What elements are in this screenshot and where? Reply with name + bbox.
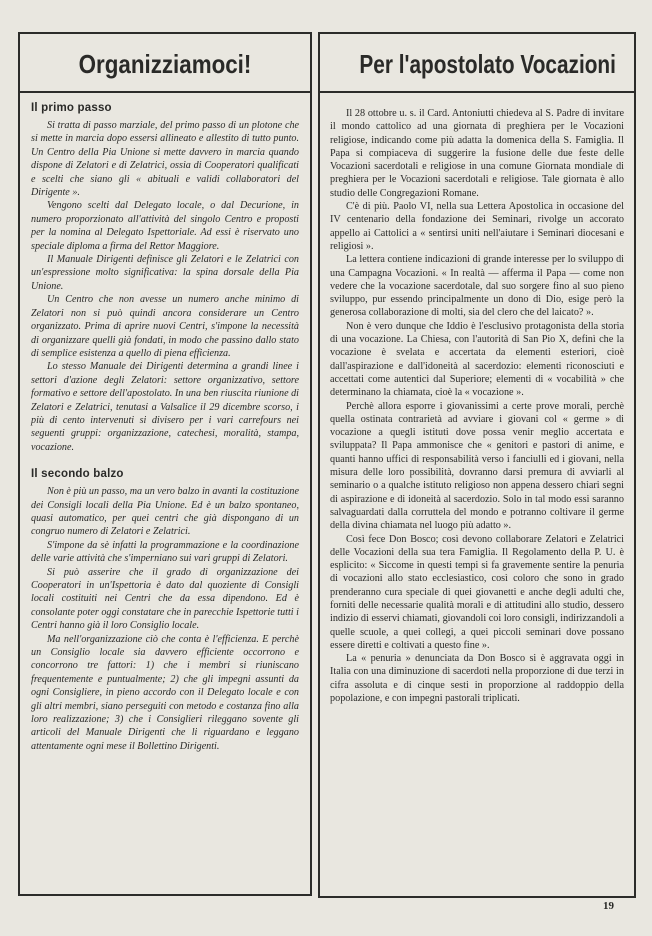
paragraph: S'impone da sè infatti la programmazione e la coordinazione delle varie attività che s'imperniano sui vari gruppi di Zelatori. (31, 539, 299, 565)
title-divider (20, 91, 310, 93)
section-secondo-balzo-body (31, 485, 299, 753)
paragraph: Così fece Don Bosco; così devono collaborare Zelatori e Zelatrici delle Vocazioni della sua tera Famiglia. Il Regolamento della P. U. è esplicito: « Siccome in questi tempi si fa gravemente sentire la penuria di vocazioni allo stato ecclesiastico, così coloro che sono in grado prenderanno cura speciale di quei giovanetti e anche degli adulti che, forniti delle necessarie qualità morali e di attitudini allo studio, dessero indizio di esservi chiamati, giovandoli coi loro consigli, indirizzandoli a quelle scuole, a quei collegi, a quei piccoli seminari dove possano essere diretti e coltivati a questo fine ». (330, 533, 624, 651)
paragraph: Non è più un passo, ma un vero balzo in avanti la costituzione dei Consigli locali della Pia Unione. Ed è un balzo spontaneo, quasi automatico, per quei centri che già dispongano di un congruo numero di Zelatori e Zelatrici. (31, 486, 299, 538)
right-article (318, 32, 636, 898)
section-heading-primo-passo: Il primo passo (31, 102, 112, 114)
paragraph: Si può asserire che il grado di organizzazione dei Cooperatori in un'Ispettoria è dato dal quoziente di Consigli locali costituiti nei Centri che da essa dipendono. Ed è consolante poter oggi constatare che in parecchie Ispettorie tutti i Centri hanno già il loro Consiglio locale. (31, 566, 299, 632)
paragraph: Ma nell'organizzazione ciò che conta è l'efficienza. E perchè un Consiglio locale sia davvero efficiente occorrono e concorrono tre fattori: 1) che i membri si riuniscano frequentemente e puntualmente; 2) che gli impegni assunti da ogni Consigliere, in pieno accordo con il Delegato locale e con gli altri membri, siano perseguiti con metodo e costanza fino alla loro realizzazione; 3) che i Consiglieri rileggano sovente gli articoli del Manuale Dirigenti che li riguardano e leggano attentamente ogni mese il Bollettino Dirigenti. (31, 633, 299, 752)
title-divider (320, 91, 634, 93)
paragraph: La « penuria » denunciata da Don Bosco si è aggravata oggi in Italia con una diminuzione di sacerdoti nella proporzione di due terzi in cifra assoluta e di cinque sesti in proporzione al raddoppio della popolazione, e con impegni pastorali triplicati. (330, 653, 624, 705)
right-article-title: Per l'apostolato Vocazioni (359, 49, 616, 79)
left-article-title: Organizziamoci! (78, 49, 252, 79)
paragraph: La lettera contiene indicazioni di grande interesse per lo sviluppo di una Campagna Vocazioni. « In realtà — afferma il Papa — come non vedere che la vocazione sacerdotale, dal suo sorgere fino al suo pieno sviluppo, pur essendo principalmente un dono di Dio, esige però la generosa collaborazione di molti, sia del clero che del laicato? ». (330, 254, 624, 319)
paragraph: C'è di più. Paolo VI, nella sua Lettera Apostolica in occasione del IV centenario della fondazione dei Seminari, rivolge un accorato appello ai Cattolici a « sentirsi uniti nell'aiutare i Seminari diocesani e religiosi ». (330, 201, 624, 252)
paragraph: Perchè allora esporre i giovanissimi a certe prove morali, perchè quella ostinata contrarietà ad avviare i giovani col « germe » di vocazione a quegli istituti dove possa venir meglio accertata e sviluppata? Il Papa ammonisce che « genitori e pastori di anime, e quanti hanno uffici di responsabilità verso i fanciulli ed i giovani, nella misura delle loro possibilità, dovranno darsi premura di avviarli al seminario o a qualche istituto religioso non appena dessero chiari segni di aspirazione e di idoneità al sacerdozio. Solo in tal modo essi saranno salvaguardati dalla corruttela del mondo e potranno coltivare il germe della divina chiamata nel luogo più adatto ». (330, 400, 624, 532)
paragraph: Si tratta di passo marziale, del primo passo di un plotone che si mette in marcia dopo essersi allineato e allestito di tutto punto. Un Centro della Pia Unione si mette davvero in marcia quando dispone di Zelatori e di Zelatrici, ossia di Cooperatori qualificati e scelti che siano gli « abituali e validi collaboratori del Dirigente ». (31, 120, 299, 199)
paragraph: Il Manuale Dirigenti definisce gli Zelatori e le Zelatrici con un'espressione molto significativa: la spina dorsale della Pia Unione. (31, 254, 299, 292)
paragraph: Il 28 ottobre u. s. il Card. Antoniutti chiedeva al S. Padre di invitare il mondo cattolico ad una giornata di preghiera per le Vocazioni religiose, indicando come più adatta la domenica della S. Famiglia. Il Papa si compiaceva di suggerire la fusione delle due feste delle Vocazioni sacerdotali e religiose in una comune Giornata mondiale di preghiera per le Vocazioni sacerdotali e religiose. Tale giornata è allo studio delle Congregazioni Romane. (330, 108, 624, 199)
section-primo-passo-body (31, 119, 299, 454)
paragraph: Vengono scelti dal Delegato locale, o dal Decurione, in numero proporzionato all'attività del singolo Centro e proposti per la nomina al Delegato Ispettoriale. Ad essi è riservato uno speciale diploma a firma del Rettor Maggiore. (31, 200, 299, 252)
paragraph: Lo stesso Manuale dei Dirigenti determina a grandi linee i settori d'azione degli Zelatori: settore organizzativo, settore formativo e settore dell'apostolato. In una ben riuscita riunione di Zelatori e Zelatrici, tenutasi a Valsalice il 29 dicembre scorso, i più di cento intervenuti si divisero per i vari carrefours nei seguenti gruppi: organizzazione, catechesi, moralità, stampa, vocazione. (31, 361, 299, 453)
section-heading-secondo-balzo: Il secondo balzo (31, 468, 124, 481)
left-article (18, 32, 312, 896)
right-article-body (330, 107, 624, 705)
paragraph: Non è vero dunque che Iddio è l'esclusivo protagonista della storia di una vocazione. La Chiesa, con l'autorità di San Pio X, definì che la vocazione è svelata e accertata da elementi esteriori, cioè dall'aspirazione e dall'idoneità al sacerdozio: elementi riconosciuti e accettati come autentici dal Superiore; elementi di « vocabilità » che determinano la chiamata, cioè la « vocazione ». (330, 320, 624, 399)
page-number: 19 (603, 900, 614, 912)
paragraph: Un Centro che non avesse un numero anche minimo di Zelatori non si può quindi ancora considerare un Centro organizzato. Prima di aprire nuovi Centri, s'impone la necessità di organizzare quelli già fondati, in modo che passino dallo stato di semplice esistenza a quello di piena efficienza. (31, 294, 299, 359)
